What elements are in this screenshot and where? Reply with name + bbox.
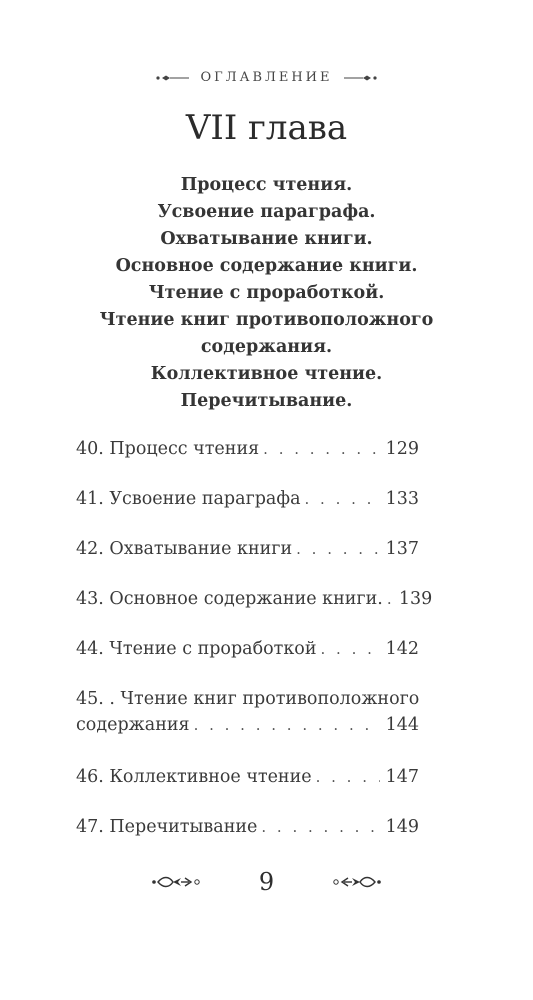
- toc-entry[interactable]: [76, 686, 419, 738]
- dot-leader: [305, 486, 380, 512]
- toc-entry-title: содержания: [76, 715, 190, 735]
- left-ornament-icon: [156, 73, 190, 83]
- summary-line: содержания.: [200, 337, 333, 357]
- toc-entry[interactable]: [76, 636, 419, 662]
- toc-entry-title: 46. Коллективное чтение: [76, 767, 312, 787]
- right-fleuron-icon: [332, 872, 382, 892]
- toc-entry-page: 129: [385, 439, 419, 459]
- summary-line: Чтение с проработкой.: [148, 283, 385, 303]
- toc-entry-title: 47. Перечитывание: [76, 817, 258, 837]
- chapter-title: VII глава: [185, 108, 348, 148]
- chapter-summary: [60, 172, 473, 415]
- toc-entry-title: 42. Охватывание книги: [76, 539, 293, 559]
- toc-entry-title: 45. . Чтение книг противоположного: [76, 689, 420, 709]
- summary-line: Охватывание книги.: [160, 229, 373, 249]
- toc-entry[interactable]: [76, 814, 419, 840]
- dot-leader: [261, 814, 379, 840]
- toc-entry-page: 142: [385, 639, 419, 659]
- running-head-label: ОГЛАВЛЕНИЕ: [200, 70, 333, 85]
- summary-line: Коллективное чтение.: [150, 364, 383, 384]
- page-number: 9: [258, 868, 275, 896]
- toc-entry-page: 149: [385, 817, 419, 837]
- left-fleuron-icon: [151, 872, 201, 892]
- toc-entry-page: 139: [398, 589, 433, 609]
- toc-entry-page: 137: [385, 539, 419, 559]
- dot-leader: [194, 712, 380, 738]
- toc-entry[interactable]: [76, 586, 433, 612]
- toc-entry-page: 147: [385, 767, 419, 787]
- toc-entry-title: 43. Основное содержание книги.: [76, 589, 383, 609]
- summary-line: Процесс чтения.: [180, 175, 353, 195]
- toc-entry[interactable]: [76, 486, 419, 512]
- right-ornament-icon: [343, 73, 377, 83]
- dot-leader: [263, 436, 379, 462]
- toc-entry-title: 44. Чтение с проработкой: [76, 639, 317, 659]
- dot-leader: [387, 586, 393, 612]
- toc-entry[interactable]: [76, 764, 419, 790]
- page-footer: [0, 868, 533, 896]
- toc-entry[interactable]: [76, 436, 419, 462]
- toc-entry-title: 40. Процесс чтения: [76, 439, 260, 459]
- summary-line: Усвоение параграфа.: [157, 202, 376, 222]
- dot-leader: [316, 764, 380, 790]
- summary-line: Чтение книг противоположного: [99, 310, 434, 330]
- running-head: [0, 70, 533, 85]
- dot-leader: [296, 536, 379, 562]
- toc-entry-title: 41. Усвоение параграфа: [76, 489, 301, 509]
- dot-leader: [321, 636, 380, 662]
- toc-entry-page: 144: [385, 715, 419, 735]
- toc-entry-page: 133: [385, 489, 419, 509]
- toc-entry[interactable]: [76, 536, 419, 562]
- summary-line: Основное содержание книги.: [115, 256, 418, 276]
- summary-line: Перечитывание.: [180, 391, 353, 411]
